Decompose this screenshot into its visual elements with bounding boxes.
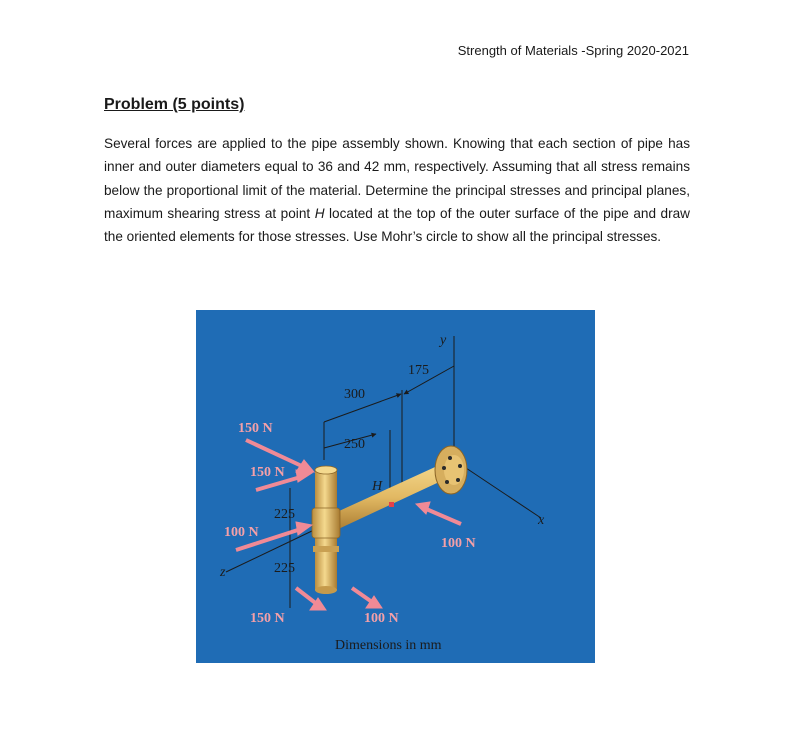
- point-h-marker: [389, 502, 394, 507]
- dim-label-250: 250: [344, 437, 365, 452]
- dim-label-225-bottom: 225: [274, 561, 295, 576]
- statement-part-2: located at the top of the outer surface of the pipe and draw the oriented elements for those stresses. Use Mohr’s circle to show all the principal stresses.: [104, 205, 690, 245]
- force-arrow-3-head: [296, 522, 312, 535]
- figure-caption: Dimensions in mm: [335, 638, 442, 653]
- force-arrow-6: [424, 508, 461, 524]
- pipe-assembly-figure: [196, 310, 595, 663]
- dim-label-175: 175: [408, 363, 429, 378]
- flange-bolt: [456, 478, 460, 482]
- force-label-4: 150 N: [250, 611, 285, 626]
- axis-x-label: x: [538, 513, 545, 528]
- flange-bolt: [458, 464, 462, 468]
- course-header: Strength of Materials -Spring 2020-2021: [457, 43, 689, 58]
- point-h-inline: H: [314, 205, 325, 221]
- problem-title: Problem (5 points): [104, 96, 245, 113]
- force-label-5: 100 N: [364, 611, 399, 626]
- force-arrow-6-head: [416, 502, 430, 514]
- flange-bolt: [448, 456, 452, 460]
- force-label-2: 150 N: [250, 465, 285, 480]
- pipe-top-end: [315, 466, 337, 474]
- dim-label-225-top: 225: [274, 507, 295, 522]
- point-h-label: H: [372, 479, 383, 494]
- tee-fitting: [312, 508, 340, 538]
- flange-bolt: [442, 466, 446, 470]
- force-arrow-1: [246, 440, 306, 468]
- flange-bolt: [445, 480, 449, 484]
- dim-label-300: 300: [344, 387, 365, 402]
- problem-statement: [104, 132, 690, 248]
- axis-z-label: z: [220, 565, 226, 580]
- force-arrow-5: [352, 588, 372, 602]
- force-label-6: 100 N: [441, 536, 476, 551]
- horizontal-pipe: [326, 462, 452, 532]
- force-label-1: 150 N: [238, 421, 273, 436]
- pipe-bottom-end: [315, 586, 337, 594]
- statement-part-1: Several forces are applied to the pipe assembly shown. Knowing that each section of pipe has inner and outer diameters equal to 36 and 42 mm, respectively. Assuming that all stress remains below the proportional limit of the material. Determine the principal stresses and principal planes, maximum shearing stress at point: [104, 136, 690, 221]
- pipe-coupling: [313, 546, 339, 552]
- axis-y-label: y: [440, 333, 447, 348]
- pipe-assembly-drawing: [196, 310, 595, 663]
- force-label-3: 100 N: [224, 525, 259, 540]
